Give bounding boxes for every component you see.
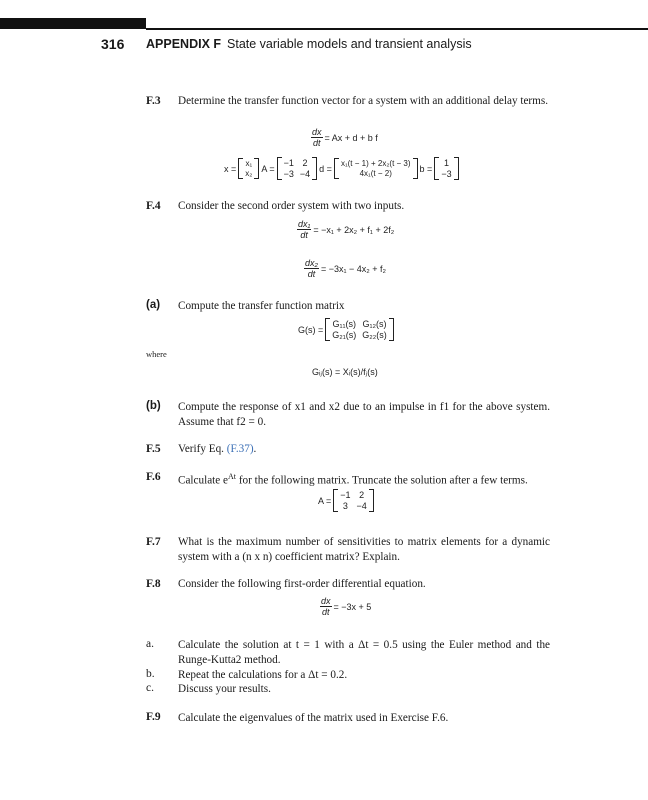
A-matrix-equation xyxy=(318,489,374,512)
eq-denominator: dt xyxy=(307,269,316,279)
eq-numerator: dx xyxy=(312,127,322,137)
exercise-label: F.6 xyxy=(146,471,161,483)
transfer-matrix xyxy=(298,318,394,341)
G-matrix xyxy=(325,318,394,341)
part-text: Compute the response of x1 and x2 due to an impulse in f1 for the above system. Assume that f2 = 0. xyxy=(178,401,550,428)
item-text: Calculate the solution at t = 1 with a Δt = 0.5 using the Euler method and the Runge-Kutta2 method. xyxy=(178,639,550,666)
eq-rhs: = −x₁ + 2x₂ + f₁ + 2f₂ xyxy=(313,224,395,235)
system-matrices xyxy=(224,157,459,180)
cell: G₂₂(s) xyxy=(362,330,387,340)
exercise-text xyxy=(178,442,550,457)
d-vector xyxy=(334,158,418,179)
item-text: Repeat the calculations for a Δt = 0.2. xyxy=(178,669,348,681)
G-label: G(s) = xyxy=(298,324,324,335)
text-post: for the following matrix. Truncate the solution after a few terms. xyxy=(236,474,528,487)
exercise-text: Calculate the eigenvalues of the matrix used in Exercise F.6. xyxy=(178,712,449,724)
cell: G₁₁(s) xyxy=(332,319,357,329)
exercise-text: Consider the following first-order differential equation. xyxy=(178,578,426,590)
state-equation xyxy=(311,127,378,148)
ode-equation xyxy=(320,596,371,617)
exercise-label: F.8 xyxy=(146,578,161,590)
cell: 2 xyxy=(302,158,308,168)
exercise-label: F.5 xyxy=(146,443,161,455)
eq-denominator: dt xyxy=(322,607,330,617)
cell: 2 xyxy=(359,490,365,500)
header-bar xyxy=(0,18,146,29)
state-equation-1 xyxy=(297,219,394,240)
eq-denominator: dt xyxy=(300,230,308,240)
state-equation-2 xyxy=(304,258,386,279)
item-label: b. xyxy=(146,668,155,680)
eq-numerator: dx xyxy=(321,596,331,606)
eq-denominator: dt xyxy=(313,138,321,148)
item-text: Discuss your results. xyxy=(178,683,271,695)
x-label: x = xyxy=(224,163,237,174)
exercise-label: F.9 xyxy=(146,711,161,723)
cell: 1 xyxy=(443,158,449,168)
A-matrix xyxy=(333,489,374,512)
text-pre: Calculate e xyxy=(178,474,229,487)
page-number: 316 xyxy=(101,36,125,52)
cell: −3 xyxy=(283,169,294,179)
cell: G₂₁(s) xyxy=(332,330,357,340)
chapter-title: State variable models and transient analysis xyxy=(227,37,472,51)
exercise-text: Determine the transfer function vector for a system with an additional delay terms. xyxy=(178,95,548,107)
eq-numerator: dx₁ xyxy=(298,219,311,229)
cell: −4 xyxy=(299,169,311,179)
cell: −4 xyxy=(356,501,367,511)
cell: x₂ xyxy=(245,169,253,178)
cell: 4x₁(t − 2) xyxy=(359,169,392,178)
cell: −1 xyxy=(283,158,294,168)
appendix-label: APPENDIX F xyxy=(146,37,222,51)
eq-rhs: = −3x + 5 xyxy=(333,601,372,612)
A-label: A = xyxy=(318,495,332,506)
exercise-label: F.4 xyxy=(146,200,161,212)
exercise-label: F.3 xyxy=(146,95,161,107)
cell: x₁(t − 1) + 2x₂(t − 3) xyxy=(340,159,411,168)
running-head xyxy=(146,37,472,51)
exercise-text-end: . xyxy=(253,443,257,455)
exercise-text xyxy=(178,470,550,488)
where-label: where xyxy=(146,349,167,359)
exercise-text: Consider the second order system with two inputs. xyxy=(178,200,405,212)
d-label: d = xyxy=(319,163,332,174)
part-label: (a) xyxy=(146,299,161,311)
cell: 3 xyxy=(342,501,348,511)
exercise-text-body: Verify Eq. xyxy=(178,443,227,455)
b-vector xyxy=(434,157,458,180)
exercise-text: What is the maximum number of sensitivities to matrix elements for a dynamic system with a (n x n) coefficient matrix? Explain. xyxy=(178,536,550,563)
A-matrix xyxy=(277,157,318,180)
A-label: A = xyxy=(261,163,275,174)
equation-link[interactable]: (F.37) xyxy=(226,443,254,455)
part-label: (b) xyxy=(146,400,161,412)
exponent: At xyxy=(228,472,237,481)
eq-rhs: = Ax + d + b f xyxy=(324,132,378,143)
cell: G₁₂(s) xyxy=(362,319,387,329)
cell: −1 xyxy=(340,490,351,500)
part-text: Compute the transfer function matrix xyxy=(178,300,345,312)
header-rule xyxy=(146,28,648,30)
item-label: c. xyxy=(146,682,154,694)
eq-numerator: dx₂ xyxy=(305,258,318,268)
x-vector xyxy=(238,158,259,179)
eq-rhs: = −3x₁ − 4x₂ + f₂ xyxy=(320,263,386,274)
b-label: b = xyxy=(419,163,433,174)
cell: x₁ xyxy=(245,159,253,168)
exercise-label: F.7 xyxy=(146,536,161,548)
item-label: a. xyxy=(146,638,154,650)
gij-definition: Gᵢⱼ(s) = Xᵢ(s)/fⱼ(s) xyxy=(312,367,378,377)
cell: −3 xyxy=(441,169,452,179)
